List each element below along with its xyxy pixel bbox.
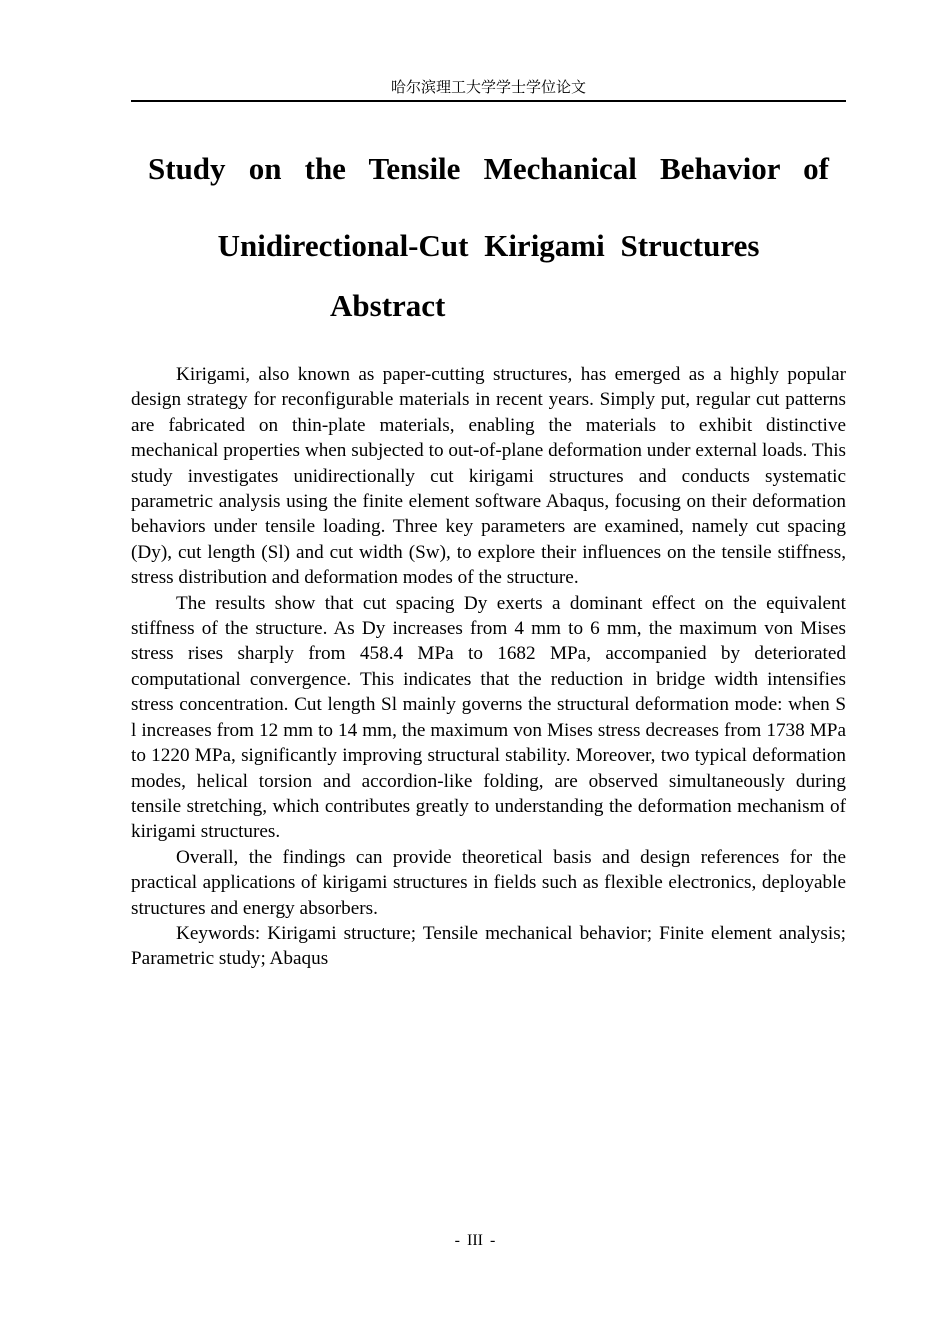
thesis-title (131, 130, 846, 284)
thesis-title-line-1: Study on the Tensile Mechanical Behavior of (148, 151, 829, 186)
keywords-paragraph: Keywords: Kirigami structure; Tensile mechanical behavior; Finite element analysis; Parametric study; Abaqus (131, 922, 846, 970)
page-number: - III - (454, 1232, 496, 1249)
abstract-heading: Abstract (330, 288, 446, 323)
abstract-body (131, 362, 846, 972)
abstract-paragraph-2: The results show that cut spacing Dy exerts a dominant effect on the equivalent stiffness of the structure. As Dy increases from 4 mm to 6 mm, the maximum von Mises stress rises sharply from 458.4 MPa to 1682 MPa, accompanied by deteriorated computational convergence. This indicates that the reduction in bridge width intensifies stress concentration. Cut length Sl mainly governs the structural deformation mode: when S l increases from 12 mm to 14 mm, the maximum von Mises stress decreases from 1738 MPa to 1220 MPa, significantly improving structural stability. Moreover, two typical deformation modes, helical torsion and accordion-like folding, are observed simultaneously during tensile stretching, which contributes greatly to understanding the deformation mechanism of kirigami structures. (131, 592, 846, 843)
thesis-title-line-2: Unidirectional-Cut Kirigami Structures (217, 228, 760, 263)
running-header-text: 哈尔滨理工大学学士学位论文 (390, 80, 586, 96)
abstract-paragraph-3: Overall, the findings can provide theoretical basis and design references for the practical applications of kirigami structures in fields such as flexible electronics, deployable structures and energy absorbers. (131, 846, 846, 919)
running-header (131, 78, 846, 102)
abstract-paragraph-1: Kirigami, also known as paper-cutting structures, has emerged as a highly popular design strategy for reconfigurable materials in recent years. Simply put, regular cut patterns are fabricated on thin-plate materials, enabling the materials to exhibit distinctive mechanical properties when subjected to out-of-plane deformation under external loads. This study investigates unidirectionally cut kirigami structures and conducts systematic parametric analysis using the finite element software Abaqus, focusing on their deformation behaviors under tensile loading. Three key parameters are examined, namely cut spacing (Dy), cut length (Sl) and cut width (Sw), to explore their influences on the tensile stiffness, stress distribution and deformation modes of the structure. (131, 364, 846, 589)
